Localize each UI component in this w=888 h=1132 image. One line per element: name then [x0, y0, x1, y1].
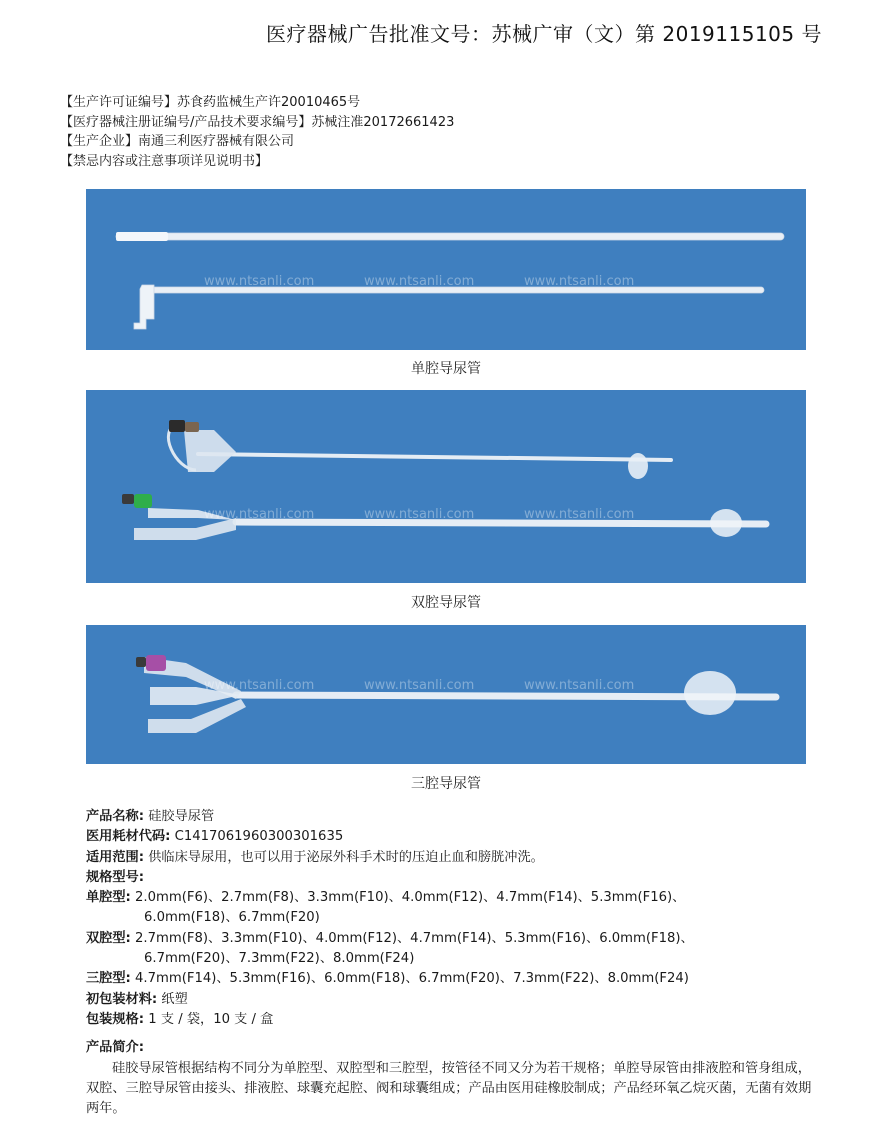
product-name-row — [86, 807, 816, 827]
package-row — [86, 1010, 816, 1030]
material-label: 初包装材料: — [86, 991, 158, 1007]
material-row — [86, 990, 816, 1010]
intro-text: 硅胶导尿管根据结构不同分为单腔型、双腔型和三腔型，按管径不同又分为若干规格；单腔导尿管由排液腔和管身组成，双腔、三腔导尿管由接头、排液腔、球囊充起腔、阀和球囊组成；产品由医用硅橡胶制成；产品经环氧乙烷灭菌，无菌有效期两年。 — [86, 1060, 812, 1117]
product-info — [86, 807, 816, 1119]
product-code-value: C1417061960300301635 — [174, 829, 344, 845]
package-label: 包装规格: — [86, 1011, 145, 1027]
double-spec-row — [86, 929, 816, 949]
double-lumen-caption: 双腔导尿管 — [411, 595, 481, 611]
single-spec-label: 单腔型: — [86, 890, 131, 906]
triple-lumen-photo — [86, 625, 806, 764]
double-lumen-photo — [86, 390, 806, 583]
svg-text:www.ntsanli.com: www.ntsanli.com — [204, 274, 315, 289]
scope-value: 供临床导尿用，也可以用于泌尿外科手术时的压迫止血和膀胱冲洗。 — [148, 849, 544, 865]
spec-label: 规格型号: — [86, 869, 145, 885]
material-value: 纸塑 — [161, 991, 188, 1007]
registration-number: 【医疗器械注册证编号/产品技术要求编号】苏械注准20172661423 — [60, 114, 455, 130]
ad-approval-number: 医疗器械广告批准文号：苏械广审（文）第 2019115105 号 — [266, 22, 822, 46]
double-spec-line1: 2.7mm(F8)、3.3mm(F10)、4.0mm(F12)、4.7mm(F14)、5.3mm(F16)、6.0mm(F18)、 — [135, 930, 694, 946]
product-name-label: 产品名称: — [86, 809, 145, 824]
scope-row — [86, 848, 816, 868]
package-value: 1 支 / 袋，10 支 / 盒 — [148, 1011, 274, 1027]
single-lumen-caption: 单腔导尿管 — [411, 361, 481, 377]
svg-text:www.ntsanli.com: www.ntsanli.com — [364, 678, 475, 693]
scope-label: 适用范围: — [86, 849, 145, 865]
single-spec-line2: 6.0mm(F18)、6.7mm(F20) — [144, 910, 320, 926]
svg-text:www.ntsanli.com: www.ntsanli.com — [524, 678, 635, 693]
svg-text:www.ntsanli.com: www.ntsanli.com — [204, 507, 315, 522]
production-license: 【生产许可证编号】苏食药监械生产许20010465号 — [60, 95, 361, 110]
svg-text:www.ntsanli.com: www.ntsanli.com — [364, 507, 475, 522]
double-spec-label: 双腔型: — [86, 930, 131, 946]
svg-text:www.ntsanli.com: www.ntsanli.com — [524, 507, 635, 522]
regulatory-info — [60, 93, 454, 171]
manufacturer: 【生产企业】南通三利医疗器械有限公司 — [60, 134, 295, 149]
svg-text:www.ntsanli.com: www.ntsanli.com — [524, 274, 635, 289]
triple-spec-line1: 4.7mm(F14)、5.3mm(F16)、6.0mm(F18)、6.7mm(F20)、7.3mm(F22)、8.0mm(F24) — [135, 971, 689, 987]
svg-text:www.ntsanli.com: www.ntsanli.com — [204, 678, 315, 693]
single-spec-row — [86, 888, 816, 908]
triple-spec-row — [86, 969, 816, 989]
triple-lumen-caption: 三腔导尿管 — [411, 776, 481, 792]
svg-text:www.ntsanli.com: www.ntsanli.com — [364, 274, 475, 289]
product-name-value: 硅胶导尿管 — [148, 809, 215, 824]
single-spec-line1: 2.0mm(F6)、2.7mm(F8)、3.3mm(F10)、4.0mm(F12)、4.7mm(F14)、5.3mm(F16)、 — [135, 890, 686, 906]
spec-row — [86, 868, 816, 888]
single-lumen-photo — [86, 189, 806, 350]
double-spec-line2: 6.7mm(F20)、7.3mm(F22)、8.0mm(F24) — [144, 951, 415, 967]
product-code-label: 医用耗材代码: — [86, 829, 171, 845]
product-code-row — [86, 827, 816, 847]
triple-spec-label: 三腔型: — [86, 971, 131, 987]
contraindication-note: 【禁忌内容或注意事项详见说明书】 — [60, 153, 269, 169]
intro-label: 产品简介: — [86, 1040, 145, 1056]
